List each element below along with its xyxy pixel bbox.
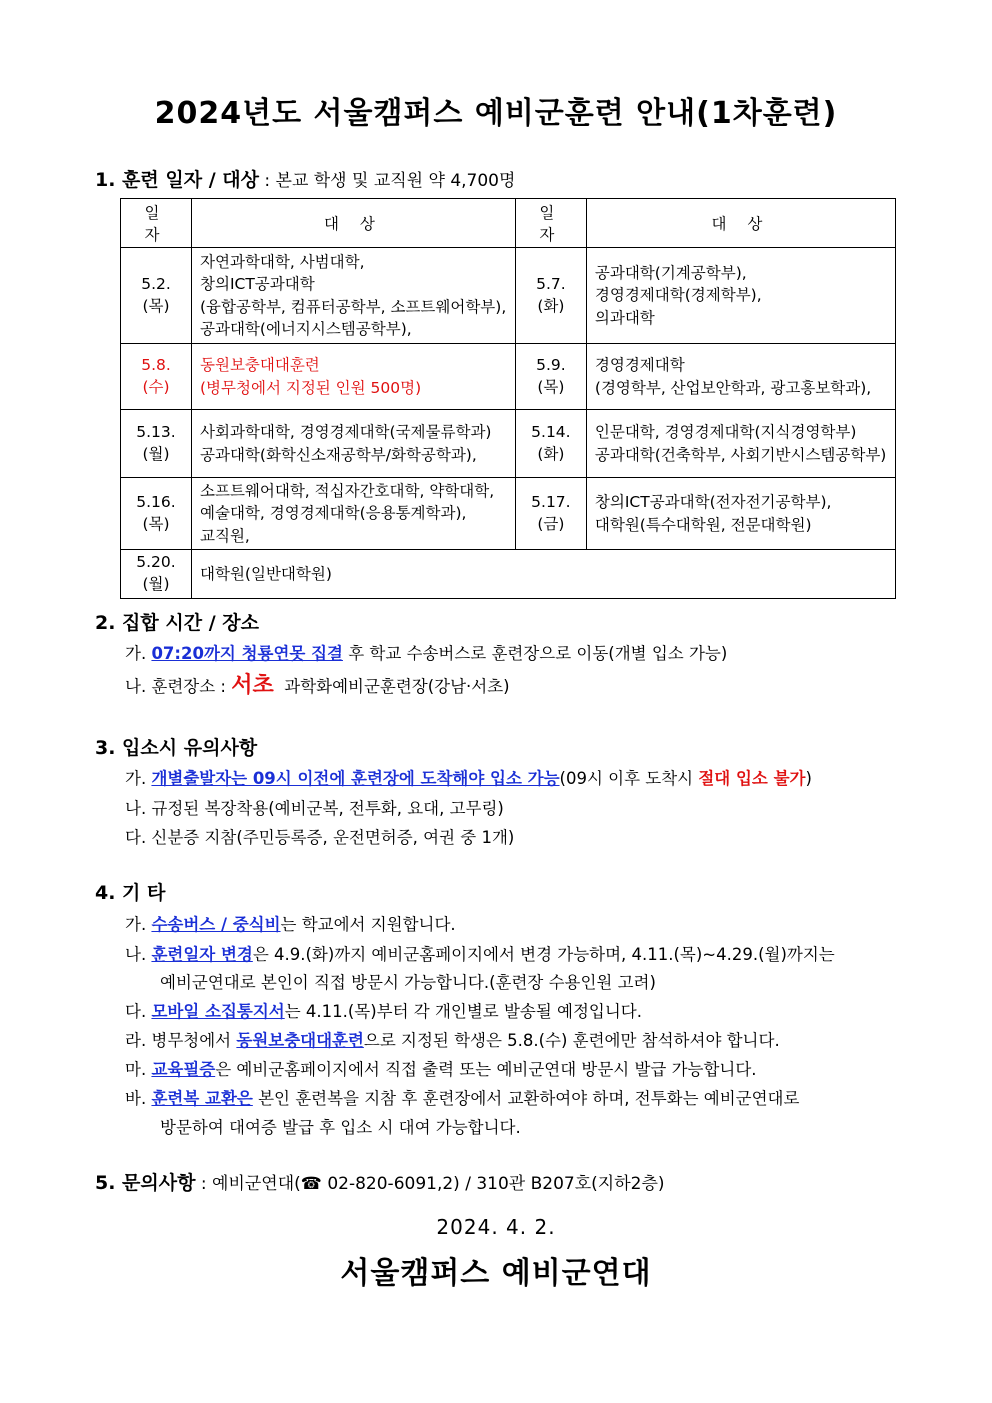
date-cell [121,410,192,478]
table-header-row [121,199,896,248]
table-row [121,344,896,410]
item-text: 은 예비군홈페이지에서 직접 출력 또는 예비군연대 방문시 발급 가능합니다. [215,1060,757,1079]
arrival-highlight: 개별출발자는 09시 이전에 훈련장에 도착해야 입소 가능 [151,769,560,788]
item-text: 으로 지정된 학생은 5.8.(수) 훈련에만 참석하셔야 합니다. [363,1031,780,1050]
target-line: 창의ICT공과대학 [200,275,315,294]
item-highlight: 모바일 소집통지서 [151,1002,285,1021]
weekday: (월) [142,575,170,594]
header-target-2: 대 상 [586,199,895,248]
weekday: (금) [537,514,565,533]
item-prefix: 가. [125,644,152,663]
section-4-item-a [125,911,456,935]
date: 5.8. [141,355,171,374]
weekday: (목) [142,296,170,315]
section-4-item-f [125,1085,799,1109]
section-4-item-e [125,1056,757,1080]
date-cell [121,550,192,598]
target-line: (병무청에서 지정된 인원 500명) [200,378,422,397]
item-prefix: 가. [125,769,152,788]
target-cell [192,344,516,410]
organization-name: 서울캠퍼스 예비군연대 [340,1256,652,1291]
target-line: (경영학부, 산업보안학과, 광고홍보학과), [594,378,872,397]
section-5-title: 5. 문의사항 [95,1172,196,1194]
date: 5.14. [531,422,571,441]
location-highlight: 서초 [231,673,274,698]
item-highlight: 훈련일자 변경 [151,945,253,964]
target-cell [586,344,895,410]
item-prefix: 마. [125,1060,152,1079]
target-line: 동원보충대대훈련 [200,356,320,375]
item-prefix: 라. 병무청에서 [125,1031,237,1050]
section-2-item-b [125,668,510,699]
section-4-item-d [125,1027,780,1051]
table-row [121,248,896,344]
item-prefix: 나. [125,945,152,964]
weekday: (월) [142,444,170,463]
contact-text: : 예비군연대(☎ 02-820-6091,2) / 310관 B207호(지하2층) [195,1174,665,1194]
document-date: 2024. 4. 2. [436,1215,556,1239]
target-cell [192,410,516,478]
target-cell [192,248,516,344]
section-5-heading [95,1168,665,1195]
section-3-item-a [125,765,812,789]
target-line: 경영경제대학(경제학부), [594,286,762,305]
weekday: (목) [142,514,170,533]
item-text: (09시 이후 도착시 [559,769,699,788]
target-line: 공과대학(화학신소재공학부/화학공학과), [200,445,477,464]
section-1-heading [95,165,515,192]
item-highlight: 교육필증 [151,1060,216,1079]
item-text: 본인 훈련복을 지참 후 훈련장에서 교환하여야 하며, 전투화는 예비군연대로 [252,1089,800,1108]
item-text: 후 학교 수송버스로 훈련장으로 이동(개별 입소 가능) [342,644,728,663]
target-line: 창의ICT공과대학(전자전기공학부), [594,493,832,512]
item-highlight: 수송버스 / 중식비 [151,915,281,934]
target-cell [586,248,895,344]
section-4-item-f-cont: 방문하여 대여증 발급 후 입소 시 대여 가능합니다. [160,1118,521,1137]
section-3-heading: 3. 입소시 유의사항 [95,737,258,759]
item-prefix: 다. [125,1002,152,1021]
section-4-item-c [125,998,642,1022]
item-prefix: 나. 훈련장소 : [125,677,232,696]
date-cell [515,410,586,478]
section-4-item-b-cont: 예비군연대로 본인이 직접 방문시 가능합니다.(훈련장 수용인원 고려) [160,973,656,992]
item-highlight: 훈련복 교환은 [151,1089,253,1108]
date: 5.7. [536,274,566,293]
weekday: (화) [537,444,565,463]
target-line: (융합공학부, 컴퓨터공학부, 소프트웨어학부), [200,297,507,316]
date-cell [515,248,586,344]
target-cell [192,478,516,550]
date: 5.9. [536,355,566,374]
date-cell [515,478,586,550]
weekday: (목) [537,377,565,396]
target-line: 경영경제대학 [594,356,685,375]
section-4-heading: 4. 기 타 [95,882,166,904]
section-4-item-b [125,941,835,965]
section-3-item-b: 나. 규정된 복장착용(예비군복, 전투화, 요대, 고무링) [125,799,504,818]
target-line: 대학원(특수대학원, 전문대학원) [594,515,812,534]
item-highlight: 동원보충대대훈련 [236,1031,364,1050]
schedule-table [120,198,896,599]
date: 5.17. [531,493,571,512]
section-3-item-c: 다. 신분증 지참(주민등록증, 운전면허증, 여권 중 1개) [125,828,515,847]
header-date-2: 일 자 [515,199,586,248]
item-text: ) [805,769,812,788]
assembly-time-highlight: 07:20까지 청룡연못 집결 [151,644,343,663]
date-cell [121,344,192,410]
date-cell [121,478,192,550]
item-prefix: 가. [125,915,152,934]
section-1-title: 1. 훈련 일자 / 대상 [95,169,259,191]
section-2-heading: 2. 집합 시간 / 장소 [95,612,259,634]
target-cell [586,478,895,550]
date: 5.2. [141,274,171,293]
item-text: 과학화예비군훈련장(강남·서초) [284,677,510,696]
target-cell [192,550,896,598]
table-row [121,550,896,598]
target-line: 사회과학대학, 경영경제대학(국제물류학과) [200,423,492,442]
target-line: 공과대학(건축학부, 사회기반시스템공학부) [594,445,887,464]
table-row [121,410,896,478]
target-cell [586,410,895,478]
target-line: 공과대학(기계공학부), [594,263,747,282]
target-line: 소프트웨어대학, 적십자간호대학, 약학대학, [200,482,495,500]
section-1-colon: : [258,171,276,191]
date-cell [515,344,586,410]
weekday: (화) [537,296,565,315]
header-target-1: 대 상 [192,199,516,248]
target-line: 공과대학(에너지시스템공학부), [200,319,412,338]
target-line: 예술대학, 경영경제대학(응용통계학과), [200,504,467,523]
target-line: 자연과학대학, 사범대학, [200,252,365,271]
target-line: 인문대학, 경영경제대학(지식경영학부) [594,423,857,442]
weekday: (수) [142,377,170,396]
date: 5.13. [136,422,176,441]
item-prefix: 바. [125,1089,152,1108]
section-2-item-a [125,640,727,664]
target-line: 교직원, [200,526,250,545]
date: 5.20. [136,553,176,572]
table-row [121,478,896,550]
date: 5.16. [136,493,176,512]
header-date-1: 일 자 [121,199,192,248]
item-text: 는 학교에서 지원합니다. [280,915,456,934]
target-line: 대학원(일반대학원) [200,564,332,583]
section-1-text: 본교 학생 및 교직원 약 4,700명 [275,171,516,191]
item-text: 는 4.11.(목)부터 각 개인별로 발송될 예정입니다. [284,1002,642,1021]
warning-text: 절대 입소 불가 [698,769,806,788]
item-text: 은 4.9.(화)까지 예비군홈페이지에서 변경 가능하며, 4.11.(목)~4.29.(월)까지는 [252,945,835,964]
page-title: 2024년도 서울캠퍼스 예비군훈련 안내(1차훈련) [154,96,838,131]
date-cell [121,248,192,344]
target-line: 의과대학 [594,308,655,327]
